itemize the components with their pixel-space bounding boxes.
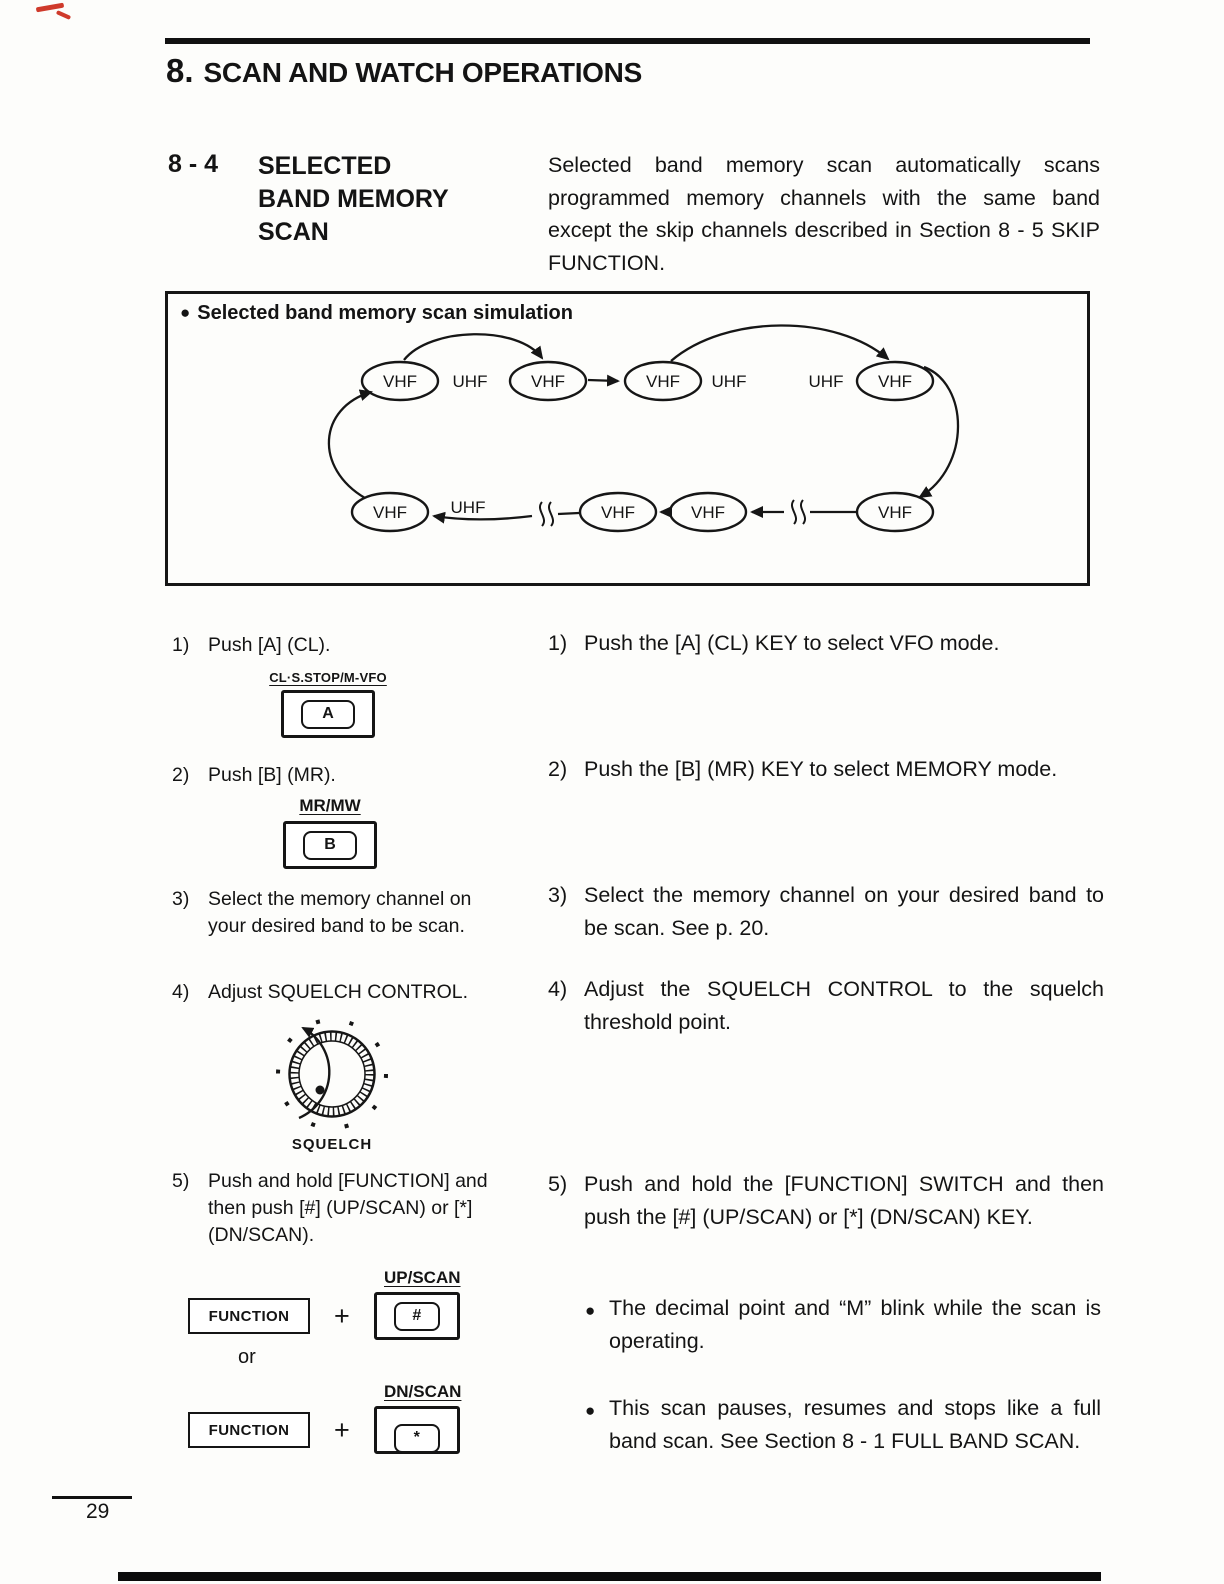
step-text: Select the memory channel on your desired band to be scan. — [208, 888, 472, 937]
key-b-button — [283, 821, 377, 869]
step-text: Push the [A] (CL) KEY to select VFO mode. — [584, 631, 1000, 655]
node-label: VHF — [601, 503, 635, 522]
scan-arrow — [671, 325, 888, 361]
step-number: 1) — [172, 634, 190, 656]
step-number: 4) — [548, 977, 568, 1001]
break-symbol — [792, 500, 796, 524]
step-number: 5) — [548, 1172, 568, 1196]
key-a-cap: A — [301, 700, 355, 729]
scan-arrow — [588, 380, 618, 381]
step-text: Push the [B] (MR) KEY to select MEMORY mode. — [584, 757, 1058, 781]
step-right-4 — [548, 973, 1104, 1039]
step-number: 3) — [548, 883, 568, 907]
key-star-button — [374, 1406, 460, 1454]
step-text: Push [B] (MR). — [208, 764, 336, 786]
scan-arrow — [558, 513, 579, 514]
note-bullet-1 — [585, 1292, 1101, 1358]
step-left-5 — [172, 1168, 494, 1249]
step-text: Adjust the SQUELCH CONTROL to the squelch threshold point. — [584, 977, 1104, 1034]
step-right-5 — [548, 1168, 1104, 1234]
note-text: This scan pauses, resumes and stops like a full band scan. See Section 8 - 1 FULL BAND SCAN. — [609, 1396, 1101, 1453]
step-left-4 — [172, 979, 512, 1006]
step-number: 4) — [172, 981, 190, 1003]
note-bullet-2 — [585, 1392, 1101, 1458]
node-label: UHF — [450, 498, 486, 517]
bullet-icon: ● — [585, 1301, 596, 1320]
step-text: Push and hold [FUNCTION] and then push [#] (UP/SCAN) or [*] (DN/SCAN). — [208, 1170, 488, 1246]
step-number: 2) — [548, 757, 568, 781]
break-symbol — [801, 500, 805, 524]
node-label: UHF — [452, 372, 488, 391]
step-text: Adjust SQUELCH CONTROL. — [208, 981, 469, 1003]
squelch-knob-graphic — [252, 1014, 412, 1153]
break-symbol — [540, 502, 544, 526]
key-hash-cap: # — [394, 1302, 440, 1331]
key-a-function-label: CL·S.STOP/M-VFO — [269, 670, 387, 685]
section-title-line: BAND MEMORY — [258, 185, 449, 213]
scan-arrow — [329, 392, 371, 498]
key-b-graphic — [280, 796, 380, 869]
node-label: VHF — [691, 503, 725, 522]
squelch-knob — [257, 1014, 407, 1134]
chapter-heading — [166, 52, 642, 90]
section-title-line: SELECTED — [258, 152, 392, 180]
or-word: or — [238, 1346, 256, 1368]
step-number: 2) — [172, 764, 190, 786]
figure-caption-text: Selected band memory scan simulation — [197, 302, 573, 324]
node-label: VHF — [878, 503, 912, 522]
step-right-1 — [548, 627, 1104, 660]
step-number: 1) — [548, 631, 568, 655]
step-left-1 — [172, 632, 502, 659]
step-left-3 — [172, 886, 502, 940]
scan-red-mark — [56, 10, 71, 20]
bullet-icon: ● — [180, 303, 191, 322]
page-number: 29 — [86, 1500, 110, 1523]
bullet-icon: ● — [585, 1401, 596, 1420]
key-star-cap: * — [394, 1424, 440, 1453]
step-text: Push and hold the [FUNCTION] SWITCH and then push the [#] (UP/SCAN) or [*] (DN/SCAN) KEY. — [584, 1172, 1104, 1229]
node-label: VHF — [531, 372, 565, 391]
footer-rule — [52, 1496, 132, 1499]
key-a-button — [281, 690, 375, 738]
scan-arrow — [404, 334, 542, 360]
node-label: UHF — [808, 372, 844, 391]
break-symbol — [549, 502, 553, 526]
step-number: 5) — [172, 1170, 190, 1192]
figure-box — [165, 291, 1090, 586]
function-button: FUNCTION — [188, 1298, 310, 1334]
key-b-function-label: MR/MW — [299, 796, 361, 815]
note-text: The decimal point and “M” blink while the scan is operating. — [609, 1296, 1101, 1353]
top-rule — [165, 38, 1090, 44]
node-label: UHF — [711, 372, 747, 391]
node-label: VHF — [383, 372, 417, 391]
node-label: VHF — [373, 503, 407, 522]
section-number: 8 - 4 — [168, 150, 219, 178]
step-text: Push [A] (CL). — [208, 634, 331, 656]
squelch-label: SQUELCH — [291, 1136, 373, 1153]
chapter-number: 8. — [166, 52, 194, 89]
section-title — [258, 150, 449, 249]
key-b-cap: B — [303, 831, 357, 860]
step-left-2 — [172, 762, 502, 789]
step-number: 3) — [172, 888, 190, 910]
key-a-graphic — [258, 670, 398, 738]
up-scan-label: UP/SCAN — [384, 1268, 461, 1287]
plus-sign: + — [334, 1414, 350, 1445]
node-label: VHF — [646, 372, 680, 391]
function-button: FUNCTION — [188, 1412, 310, 1448]
dn-scan-label: DN/SCAN — [384, 1382, 462, 1401]
section-title-line: SCAN — [258, 218, 329, 246]
function-plus-hash-row — [188, 1292, 460, 1340]
key-hash-button — [374, 1292, 460, 1340]
scan-simulation-diagram — [168, 294, 1081, 577]
chapter-title: SCAN AND WATCH OPERATIONS — [203, 57, 642, 88]
knob-indicator-dot — [316, 1086, 325, 1095]
step-right-3 — [548, 879, 1104, 945]
function-plus-star-row — [188, 1406, 460, 1454]
node-label: VHF — [878, 372, 912, 391]
intro-paragraph: Selected band memory scan automatically scans programmed memory channels with the same band except the skip channels described in Section 8 - 5 SKIP FUNCTION. — [548, 153, 1100, 275]
plus-sign: + — [334, 1300, 350, 1331]
scan-edge-bar — [118, 1572, 1101, 1581]
step-text: Select the memory channel on your desired band to be scan. See p. 20. — [584, 883, 1104, 940]
step-right-2 — [548, 753, 1104, 786]
